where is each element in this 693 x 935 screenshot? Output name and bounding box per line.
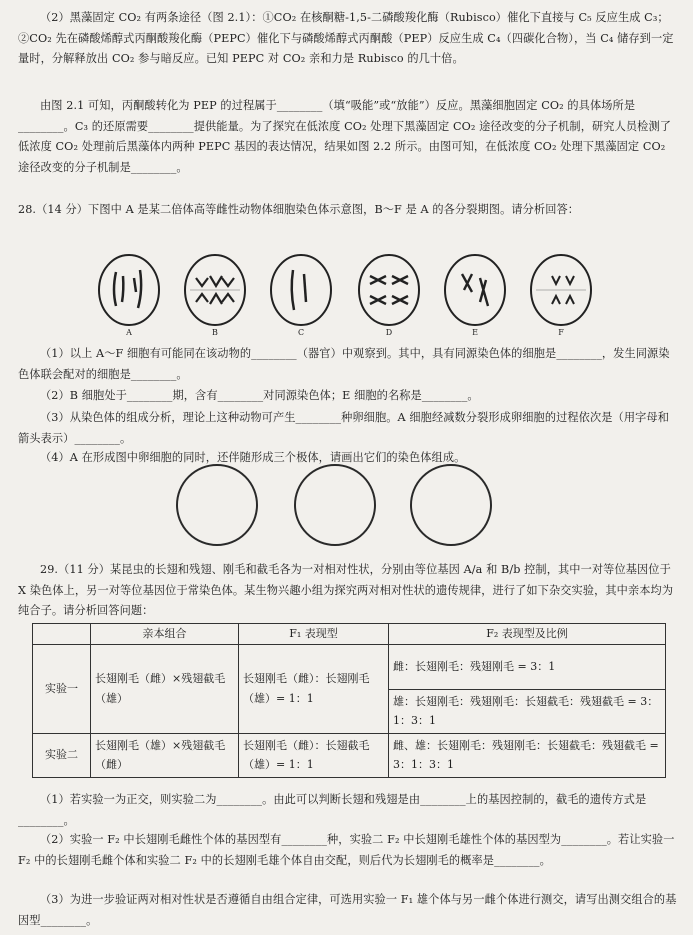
experiment-1-f2-female: 雌：长翅刚毛：残翅刚毛 = 3：1 (389, 644, 666, 689)
cell-e-label: E (472, 328, 478, 337)
table-header-parents: 亲本组合 (91, 624, 239, 645)
experiment-2-f2: 雌、雄：长翅刚毛：残翅刚毛：长翅截毛：残翅截毛 = 3：1：3：1 (389, 733, 666, 777)
polar-body-drawing-area (176, 464, 566, 546)
question-28-header: 28.（14 分）下图中 A 是某二倍体高等雌性动物体细胞染色体示意图，B～F 是 A 的各分裂期图。请分析回答： (18, 203, 580, 216)
answer-circle-2[interactable] (294, 464, 376, 546)
table-header-f2: F₂ 表现型及比例 (389, 624, 666, 645)
question-29-header: 29.（11 分）某昆虫的长翅和残翅、刚毛和截毛各为一对相对性状，分别由等位基因 A/a 和 B/b 控制，其中一对等位基因位于 X 染色体上，另一对等位基因位于常染色体。某生物兴趣小组为探究两对相对性状的遗传规律，进行了如下杂交实验，其中亲本均为纯合子。请分析回答问题： (18, 563, 675, 618)
cell-c-label: C (297, 328, 305, 337)
answer-circle-3[interactable] (410, 464, 492, 546)
table-header-f1: F₁ 表现型 (239, 624, 389, 645)
question-28-3: （3）从染色体的组成分析，理论上这种动物可产生________种卵细胞。A 细胞经减数分裂形成卵细胞的过程依次是（用字母和箭头表示）________。 (18, 411, 669, 445)
question-28-4: （4）A 在形成图中卵细胞的同时，还伴随形成三个极体，请画出它们的染色体组成。 (40, 451, 466, 464)
cell-e-diagram (442, 252, 508, 328)
table-header-blank (33, 624, 91, 645)
experiment-1-f1: 长翅刚毛（雌）：长翅刚毛（雄）= 1：1 (239, 644, 389, 733)
paragraph-q27-2-questions: 由图 2.1 可知，丙酮酸转化为 PEP 的过程属于________（填“吸能”或“放能”）反应。黑藻细胞固定 CO₂ 的具体场所是________。C₃ 的还原需要________提供能量。为了探究在低浓度 CO₂ 处理下黑藻固定 CO₂ 途径改变的分子机制，研究人员检测了低浓度 CO₂ 处理前后黑藻体内两种 PEPC 基因的表达情况，结果如图 2.2 所示。由图可知，在低浓度 CO₂ 处理下黑藻固定 CO₂ 途径改变的分子机制是________。 (18, 99, 672, 174)
cell-c-diagram (268, 252, 334, 328)
experiment-1-parents: 长翅刚毛（雌）×残翅截毛（雄） (91, 644, 239, 733)
experiment-2-f1: 长翅刚毛（雌）：长翅截毛（雄）= 1：1 (239, 733, 389, 777)
cell-a-diagram (96, 252, 162, 328)
experiment-table (32, 623, 666, 778)
question-28-1: （1）以上 A～F 细胞有可能同在该动物的________（器官）中观察到。其中，具有同源染色体的细胞是________，发生同源染色体联会配对的细胞是________。 (18, 347, 670, 381)
cell-b-label: B (212, 328, 218, 337)
cell-f-label: F (558, 328, 564, 337)
cell-d-diagram (356, 252, 422, 328)
cell-d-label: D (385, 328, 393, 337)
question-29-2: （2）实验一 F₂ 中长翅刚毛雌性个体的基因型有________种，实验二 F₂ 中长翅刚毛雄性个体的基因型为________。若让实验一 F₂ 中的长翅刚毛雌个体和实验二 F₂ 中的长翅刚毛雄个体自由交配，则后代为长翅刚毛的概率是________。 (18, 833, 679, 867)
cell-division-figure (96, 246, 596, 346)
experiment-2-name: 实验二 (33, 733, 91, 777)
cell-a-label: A (126, 328, 132, 337)
table-row (33, 733, 666, 777)
experiment-2-parents: 长翅刚毛（雄）×残翅截毛（雌） (91, 733, 239, 777)
experiment-1-name: 实验一 (33, 644, 91, 733)
table-row (33, 644, 666, 689)
experiment-1-f2-male: 雄：长翅刚毛：残翅刚毛：长翅截毛：残翅截毛 = 3：1：3：1 (389, 689, 666, 733)
question-29-1: （1）若实验一为正交，则实验二为________。由此可以判断长翅和残翅是由________上的基因控制的，截毛的遗传方式是________。 (18, 793, 647, 827)
answer-circle-1[interactable] (176, 464, 258, 546)
table-header-row (33, 624, 666, 645)
cell-f-diagram (528, 252, 594, 328)
question-28-2: （2）B 细胞处于________期，含有________对同源染色体；E 细胞的名称是________。 (40, 389, 479, 402)
question-29-3: （3）为进一步验证两对相对性状是否遵循自由组合定律，可选用实验一 F₁ 雄个体与另一雌个体进行测交，请写出测交组合的基因型________。 (18, 893, 677, 927)
paragraph-q27-2-intro: （2）黑藻固定 CO₂ 有两条途径（图 2.1）：①CO₂ 在核酮糖-1,5-二磷酸羧化酶（Rubisco）催化下直接与 C₅ 反应生成 C₃；②CO₂ 先在磷酸烯醇式丙酮酸羧化酶（PEPC）催化下与磷酸烯醇式丙酮酸（PEP）反应生成 C₄（四碳化合物），当 C₄ 储存到一定量时，分解释放出 CO₂ 参与暗反应。已知 PEPC 对 CO₂ 亲和力是 Rubisco 的几十倍。 (18, 11, 674, 66)
cell-b-diagram (182, 252, 248, 328)
